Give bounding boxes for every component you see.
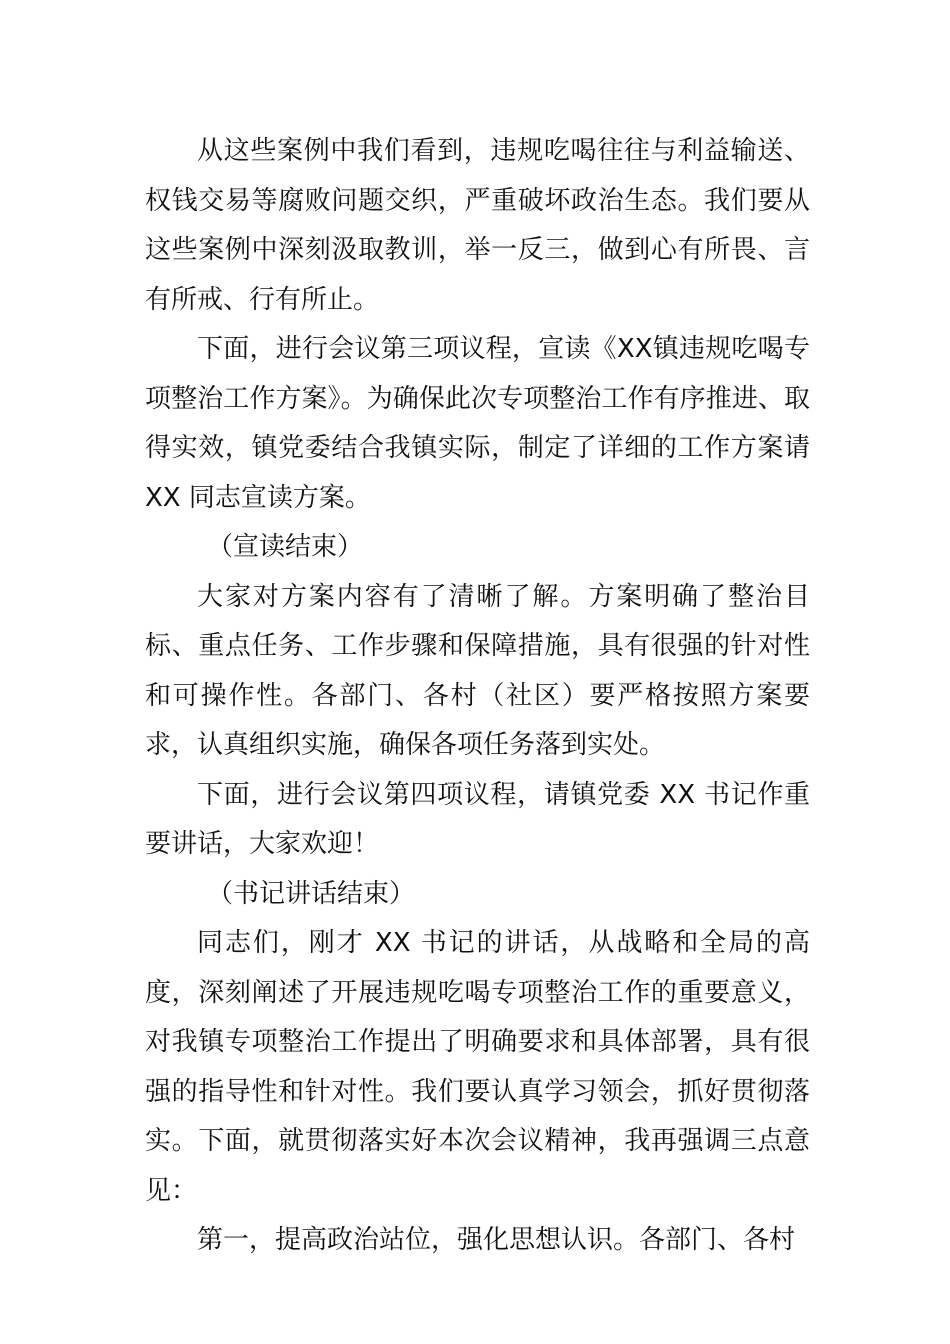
paragraph-plan-summary: 大家对方案内容有了清晰了解。方案明确了整治目标、重点任务、工作步骤和保障措施，具有很强的针对性和可操作性。各部门、各村（社区）要严格按照方案要求，认真组织实施，确保各项任务落到实处。 — [145, 581, 810, 760]
note-reading-end: （宣读结束） — [207, 532, 364, 562]
paragraph-case-lessons: 从这些案例中我们看到，违规吃喝往往与利益输送、权钱交易等腐败问题交织，严重破坏政治生态。我们要从这些案例中深刻汲取教训，举一反三，做到心有所畏、言有所戒、行有所止。 — [145, 136, 810, 315]
paragraph-point-one: 第一，提高政治站位，强化思想认识。各部门、各村 — [197, 1225, 796, 1255]
note-speech-end: （书记讲话结束） — [207, 878, 416, 909]
paragraph-speech-response: 同志们，刚才 XX 书记的讲话，从战略和全局的高度，深刻阐述了开展违规吃喝专项整治工作的重要意义，对我镇专项整治工作提出了明确要求和具体部署，具有很强的指导性和针对性。我们要认真学习领会，抓好贯彻落实。下面，就贯彻落实好本次会议精神，我再强调三点意见： — [145, 928, 810, 1206]
paragraph-agenda-item-three: 下面，进行会议第三项议程，宣读《XX镇违规吃喝专项整治工作方案》。为确保此次专项整治工作有序推进、取得实效，镇党委结合我镇实际，制定了详细的工作方案请 XX 同志宣读方案。 — [145, 334, 810, 513]
document-body — [145, 127, 810, 1266]
paragraph-agenda-item-four: 下面，进行会议第四项议程，请镇党委 XX 书记作重要讲话，大家欢迎！ — [145, 779, 810, 859]
